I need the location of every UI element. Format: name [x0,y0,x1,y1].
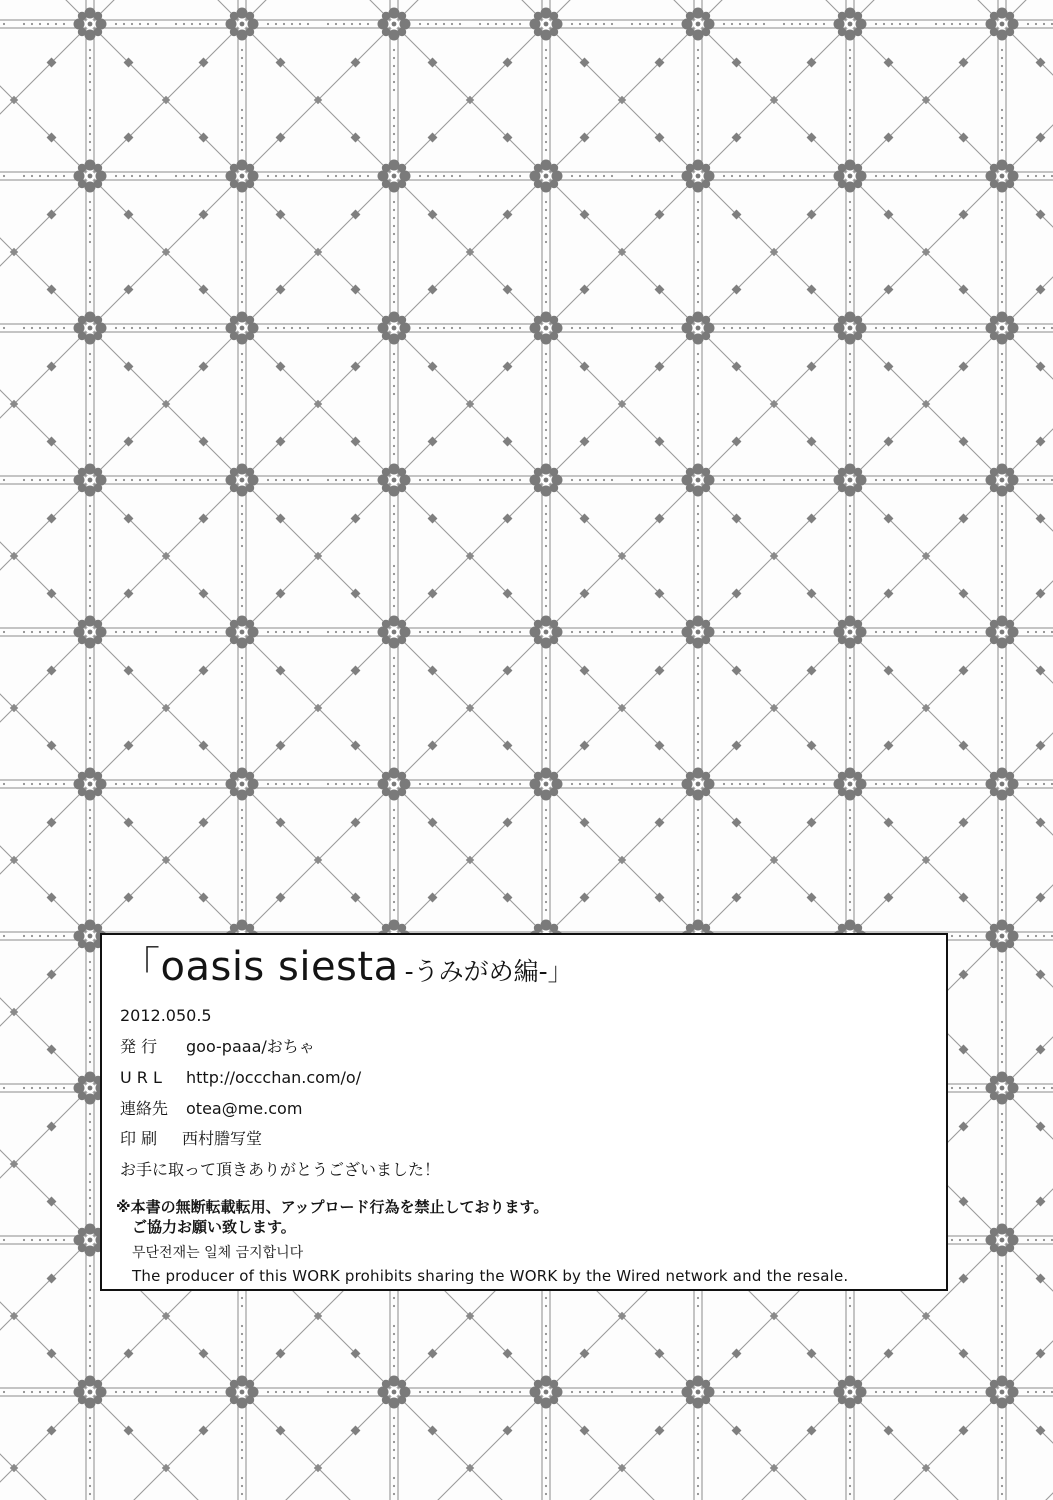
info-row-publisher [120,1039,315,1055]
info-label: U R L [120,1068,162,1087]
info-label: 印 刷 [120,1129,158,1148]
thanks-message: お手に取って頂きありがとうございました！ [120,1160,441,1179]
notice-jp-line-1: ※本書の無断転載転用、アップロード行為を禁止しております。 [116,1198,549,1216]
title-subtitle: -うみがめ編-」 [404,957,573,986]
notice-english: The producer of this WORK prohibits sharing the WORK by the Wired network and the resale. [132,1267,849,1285]
info-row-printer [120,1131,262,1147]
info-value: http://occchan.com/o/ [186,1068,362,1087]
info-value: 西村謄写堂 [182,1129,263,1148]
notice-korean: 무단전재는 일체 금지합니다 [132,1245,304,1261]
info-value: otea@me.com [186,1099,303,1118]
info-row-url [120,1070,361,1086]
info-value: goo-paaa/おちゃ [186,1037,315,1056]
title-main: 「oasis siesta [120,944,399,990]
info-label: 連絡先 [120,1099,169,1118]
info-label: 発 行 [120,1037,158,1056]
notice-jp-line-2: ご協力お願い致します。 [132,1218,296,1236]
info-row-contact [120,1101,302,1117]
colophon-box [100,933,948,1291]
publication-date: 2012.050.5 [120,1006,212,1025]
book-title [120,944,573,990]
